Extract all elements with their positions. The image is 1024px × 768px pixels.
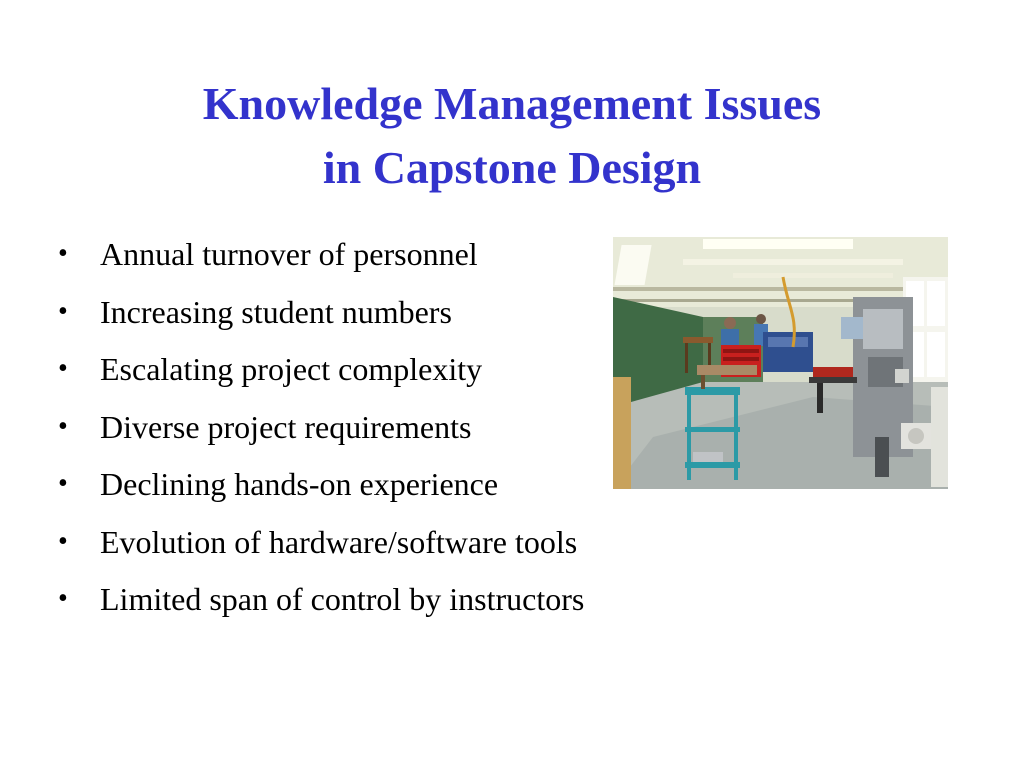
bullet-dot: • <box>58 410 68 442</box>
bullet-text: Evolution of hardware/software tools <box>100 523 578 560</box>
bullet-text: Diverse project requirements <box>100 408 472 445</box>
slide-title-line-1: Knowledge Management Issues <box>202 78 822 129</box>
bullet-dot: • <box>58 353 68 384</box>
bullet-item <box>58 401 584 459</box>
bullet-text: Limited span of control by instructors <box>100 581 585 617</box>
bullet-item <box>58 573 584 631</box>
bullet-list <box>58 228 584 631</box>
bullet-text: Escalating project complexity <box>100 351 483 387</box>
bullet-item <box>58 458 584 516</box>
bullet-dot: • <box>58 583 68 614</box>
bullet-item <box>58 343 584 401</box>
bullet-dot: • <box>58 295 68 327</box>
bullet-dot: • <box>58 468 68 499</box>
bullet-item <box>58 516 584 574</box>
workshop-photo <box>613 237 948 489</box>
bullet-dot: • <box>58 238 68 269</box>
slide-title-line-2: in Capstone Design <box>322 142 702 193</box>
bullet-dot: • <box>58 525 68 557</box>
slide-title <box>0 72 1024 200</box>
bullet-text: Annual turnover of personnel <box>100 236 478 272</box>
bullet-item <box>58 228 584 286</box>
bullet-text: Increasing student numbers <box>100 293 452 330</box>
bullet-text: Declining hands-on experience <box>100 466 499 502</box>
bullet-item <box>58 286 584 344</box>
